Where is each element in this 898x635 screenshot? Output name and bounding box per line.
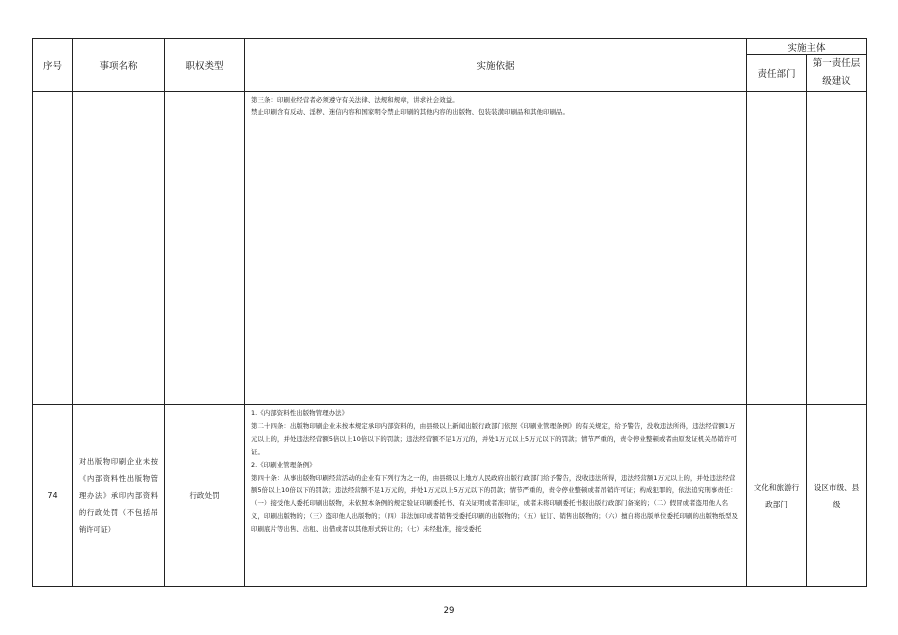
header-first-level (807, 55, 867, 92)
table-row (33, 92, 867, 405)
row2-first-level: 设区市级、县级 (807, 405, 867, 587)
basis-paragraph: 第二十四条：出版物印刷企业未按本规定承印内部资料的，由县级以上新闻出版行政部门依照《印刷业管理条例》的有关规定，给予警告，没收违法所得，违法经营额1万元以上的，并处违法经营额5倍以上10倍以下的罚款；违法经营额不足1万元的，并处1万元以上5万元以下的罚款；情节严重的，责令停业整顿或者由原发证机关吊销许可证。 (251, 421, 737, 456)
basis-paragraph: 禁止印刷含有反动、淫秽、迷信内容和国家明令禁止印刷的其他内容的出版物、包装装潢印刷品和其他印刷品。 (251, 108, 570, 117)
basis-paragraph: 第四十条：从事出版物印刷经营活动的企业有下列行为之一的，由县级以上地方人民政府出版行政部门给予警告，没收违法所得，违法经营额1万元以上的，并处违法经营额5倍以上10倍以下的罚款；违法经营额不足1万元的，并处1万元以上5万元以下的罚款；情节严重的，责令停业整顿或者吊销许可证；构成犯罪的，依法追究刑事责任：（一）接受他人委托印刷出版物，未依照本条例的规定验证印刷委托书、有关证明或者准印证，或者未将印刷委托书报出版行政部门备案的；（二）假冒或者盗用他人名义，印刷出版物的；（三）盗印他人出版物的；（四）非法加印或者销售受委托印刷的出版物的；（五）征订、销售出版物的；（六）擅自将出版单位委托印刷的出版物纸型及印刷底片等出售、出租、出借或者以其他形式转让的；（七）未经批准，接受委托 (251, 473, 738, 534)
row1-item-name (73, 92, 165, 405)
header-basis: 实施依据 (245, 39, 747, 92)
row1-basis (245, 92, 747, 405)
row1-seq (33, 92, 73, 405)
header-first-level-line2: 级建议 (822, 76, 851, 87)
header-item-name: 事项名称 (73, 39, 165, 92)
header-power-type: 职权类型 (165, 39, 245, 92)
basis-paragraph: 2.《印刷业管理条例》 (251, 460, 316, 469)
row2-responsible-dept: 文化和旅游行政部门 (747, 405, 807, 587)
basis-paragraph: 第三条：印刷业经营者必须遵守有关法律、法规和规章，讲求社会效益。 (251, 96, 459, 104)
row1-responsible-dept (747, 92, 807, 405)
row2-power-type: 行政处罚 (165, 405, 245, 587)
row2-basis (245, 405, 747, 587)
header-first-level-line1: 第一责任层 (812, 58, 861, 69)
table-row (33, 405, 867, 587)
page-number: 29 (443, 606, 455, 616)
header-subject: 实施主体 (747, 39, 867, 55)
row1-first-level (807, 92, 867, 405)
basis-paragraph: 1.《内部资料性出版物管理办法》 (251, 409, 349, 417)
header-responsible-dept: 责任部门 (747, 55, 807, 92)
row2-item-name: 对出版物印刷企业未按《内部资料性出版物管理办法》承印内部资料的行政处罚（不包括吊销许可证） (73, 405, 165, 587)
row1-power-type (165, 92, 245, 405)
header-seq: 序号 (33, 39, 73, 92)
enforcement-table (32, 38, 867, 587)
row2-seq: 74 (33, 405, 73, 587)
